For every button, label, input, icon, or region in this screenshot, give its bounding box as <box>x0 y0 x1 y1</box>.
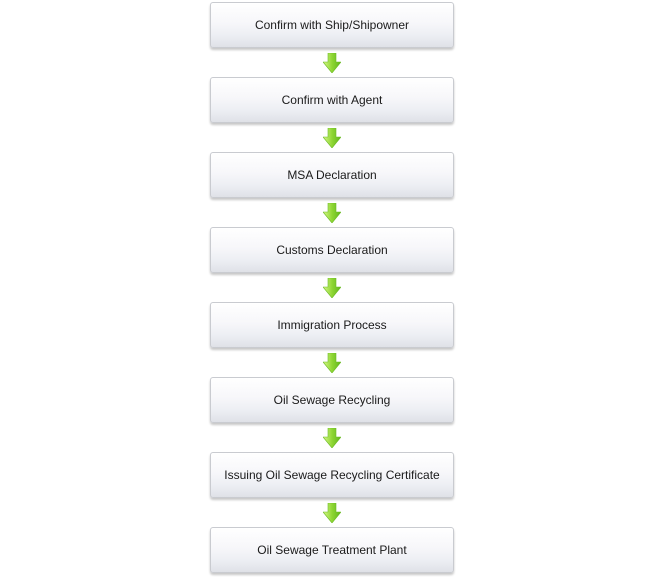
connector-arrow <box>210 498 454 527</box>
connector-arrow <box>210 48 454 77</box>
step-confirm-agent: Confirm with Agent <box>210 77 454 123</box>
step-treatment-plant: Oil Sewage Treatment Plant <box>210 527 454 573</box>
down-arrow-icon <box>323 203 341 223</box>
connector-arrow <box>210 198 454 227</box>
down-arrow-icon <box>323 53 341 73</box>
connector-arrow <box>210 123 454 152</box>
step-customs-declaration: Customs Declaration <box>210 227 454 273</box>
connector-arrow <box>210 273 454 302</box>
connector-arrow <box>210 348 454 377</box>
step-immigration-process: Immigration Process <box>210 302 454 348</box>
down-arrow-icon <box>323 128 341 148</box>
down-arrow-icon <box>323 428 341 448</box>
down-arrow-icon <box>323 353 341 373</box>
down-arrow-icon <box>323 278 341 298</box>
down-arrow-icon <box>323 503 341 523</box>
process-flowchart <box>210 2 454 573</box>
step-confirm-ship: Confirm with Ship/Shipowner <box>210 2 454 48</box>
step-issuing-certificate: Issuing Oil Sewage Recycling Certificate <box>210 452 454 498</box>
connector-arrow <box>210 423 454 452</box>
step-oil-sewage-recycling: Oil Sewage Recycling <box>210 377 454 423</box>
step-msa-declaration: MSA Declaration <box>210 152 454 198</box>
